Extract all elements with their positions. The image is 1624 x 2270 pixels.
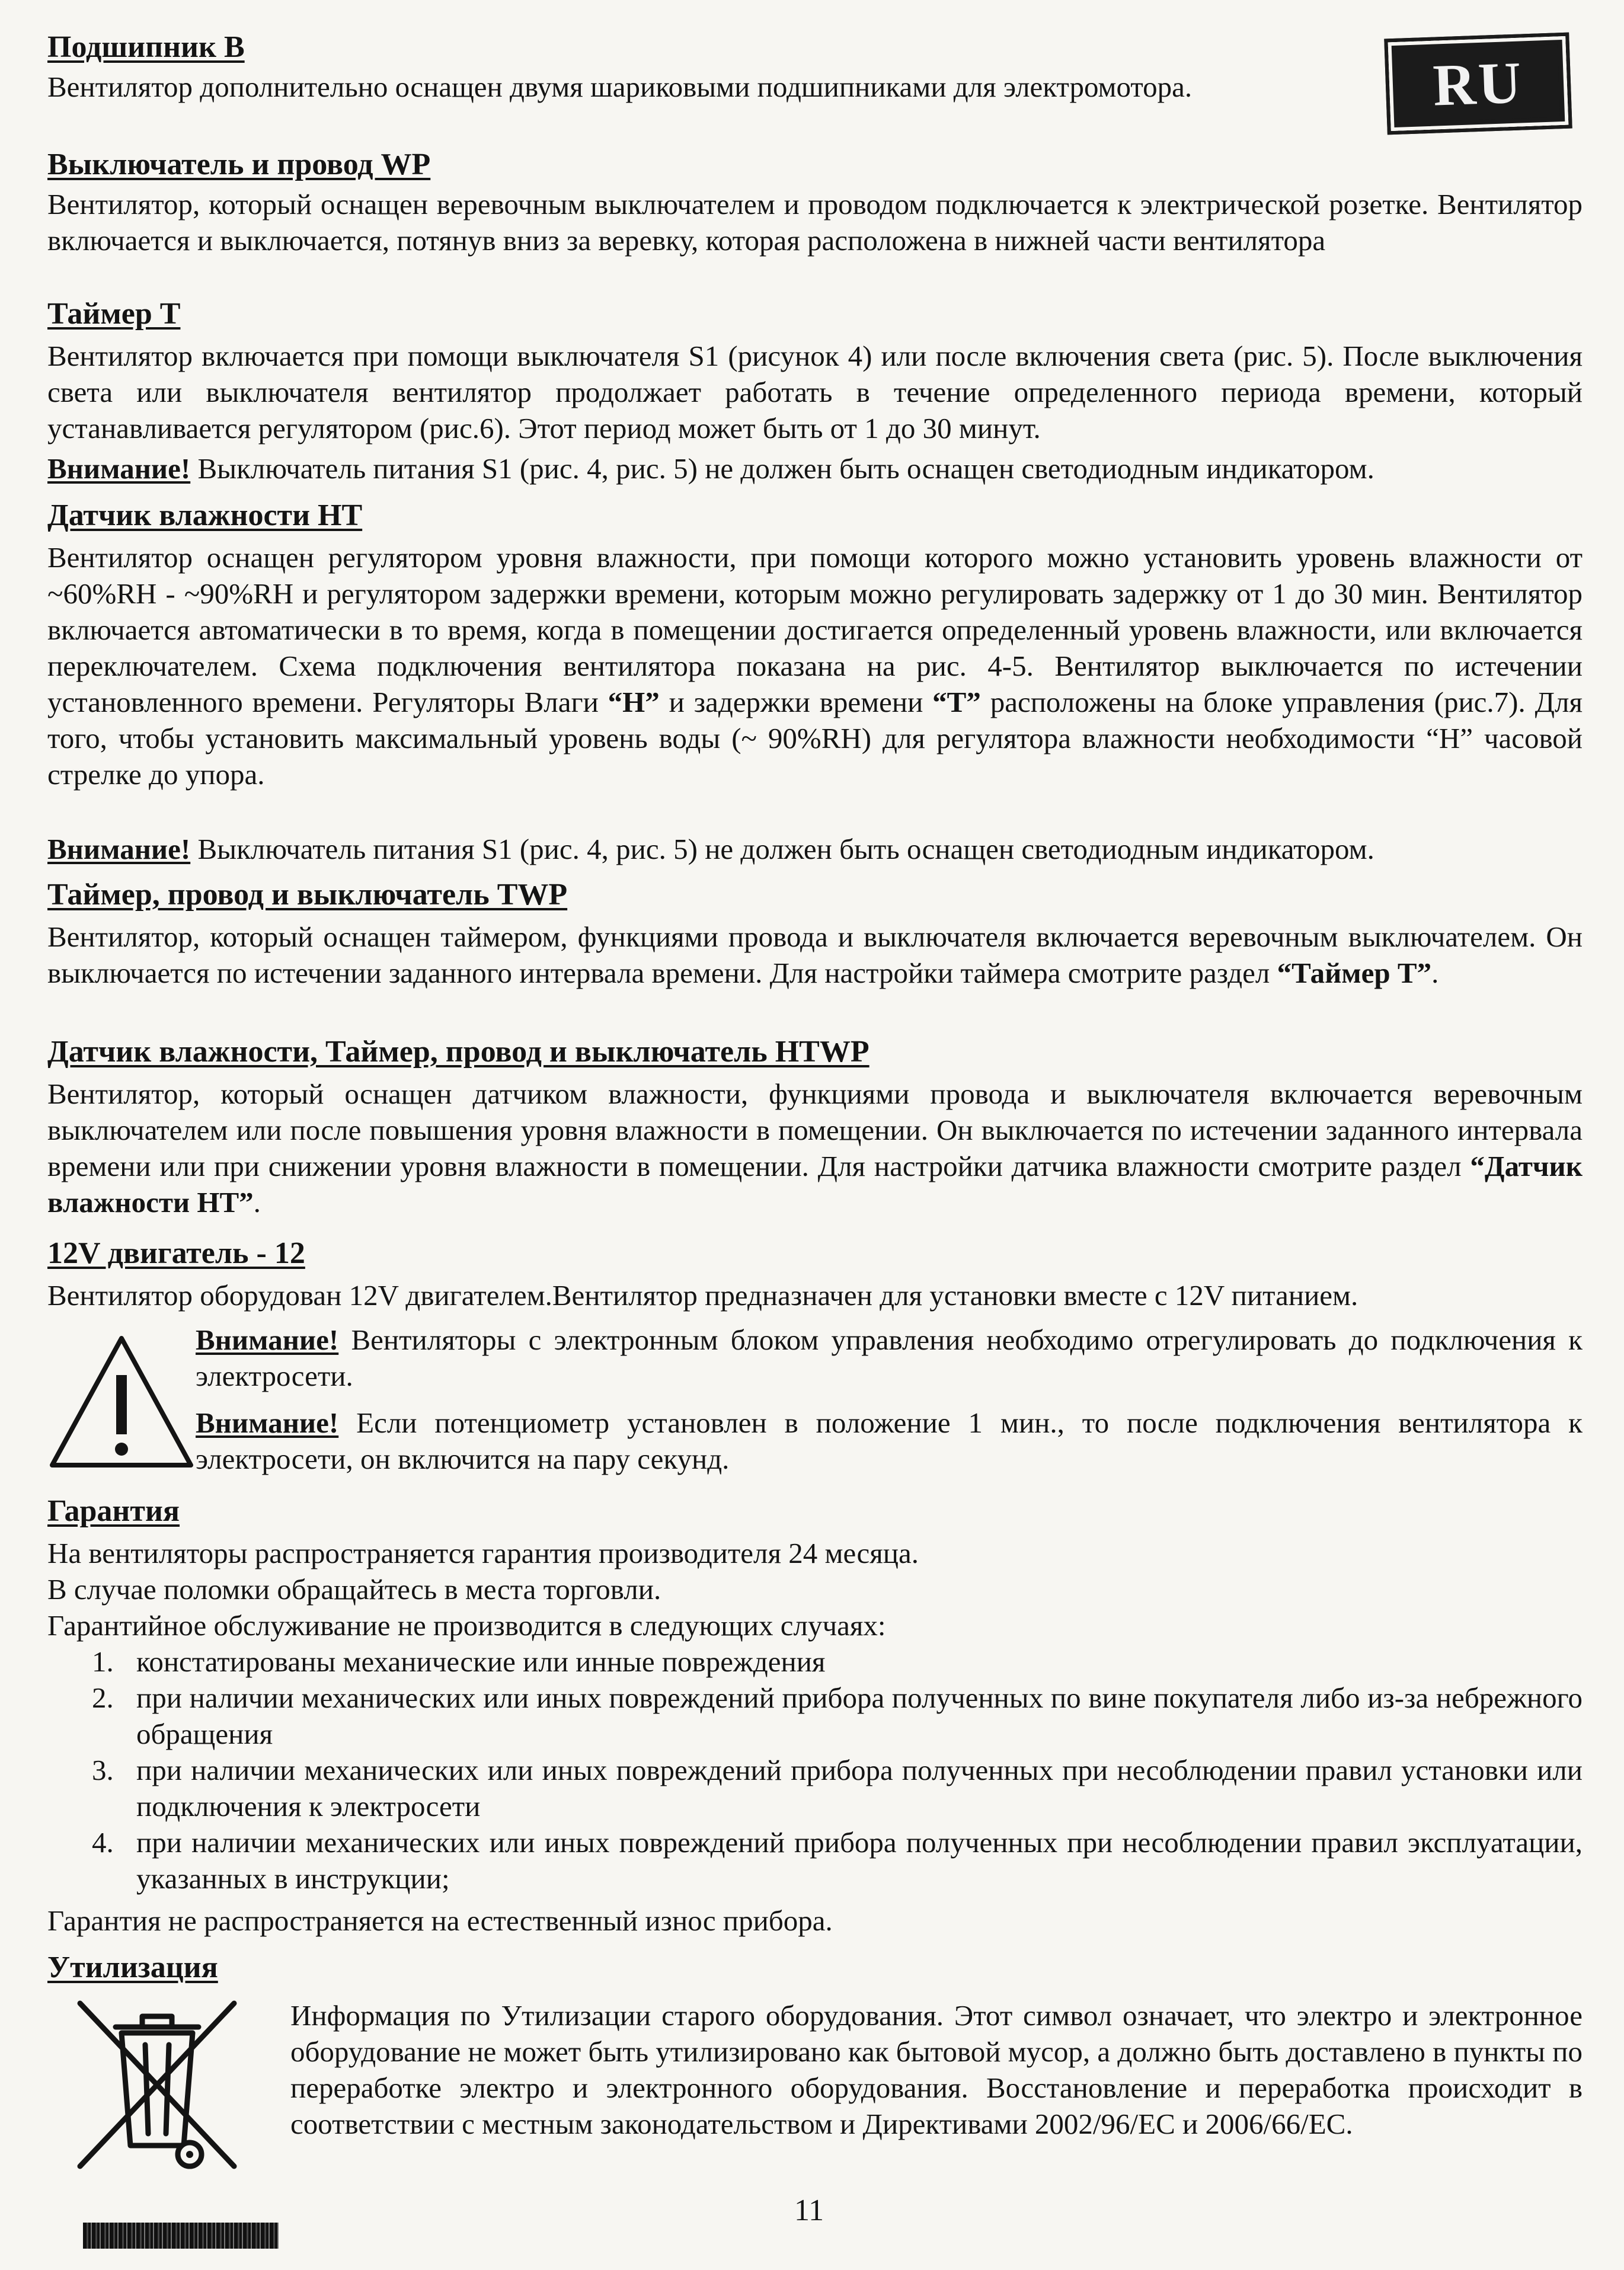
- page-number: 11: [794, 2194, 824, 2227]
- section-title-htwp: Датчик влажности, Таймер, провод и выключатель HTWP: [47, 1035, 869, 1069]
- humidity-text-part: расположены на блоке управления (рис.7). Для того, чтобы установить максимальный уровень воды (~ 90%RH) для регулятора влажности необходимости “H” часовой стрелке до упора.: [47, 686, 1583, 791]
- section-title-bearing: Подшипник B: [47, 30, 245, 64]
- warranty-exclusions-list: [47, 1644, 1583, 1897]
- section-text-disposal: Информация по Утилизации старого оборудования. Этот символ означает, что электро и электронное оборудование не может быть утилизировано как бытовой мусор, а должно быть доставлено в пункты по переработке электро и электронного оборудования. Восстановление и переработка происходит в соответствии с местным законодательством и Директивами 2002/96/ЕС и 2006/66/ЕС.: [290, 1999, 1583, 2140]
- warranty-footer: Гарантия не распространяется на естественный износ прибора.: [47, 1904, 833, 1937]
- crossed-out-wheelie-bin-icon: [59, 1986, 255, 2181]
- twp-ref: “Таймер T”: [1277, 957, 1432, 989]
- list-item-text: при наличии механических или иных повреждений прибора полученных по вине покупателя либо из-за небрежного обращения: [136, 1681, 1583, 1750]
- section-title-timer: Таймер T: [47, 297, 181, 331]
- warning-label: Внимание!: [196, 1323, 339, 1356]
- htwp-ref: “Датчик влажности HT”: [47, 1150, 1583, 1219]
- warning-label: Внимание!: [196, 1406, 339, 1439]
- warning-text: Вентиляторы с электронным блоком управления необходимо отрегулировать до подключения к электросети.: [196, 1323, 1583, 1392]
- list-item-text: при наличии механических или иных повреждений прибора полученных при несоблюдении правил установки или подключения к электросети: [136, 1754, 1583, 1823]
- manual-page: [47, 30, 1583, 2246]
- section-title-humidity: Датчик влажности HT: [47, 498, 363, 532]
- section-text-bearing: Вентилятор дополнительно оснащен двумя шариковыми подшипниками для электромотора.: [47, 71, 1193, 103]
- list-item: [47, 1644, 1583, 1680]
- warranty-line-2: В случае поломки обращайтесь в места торговли.: [47, 1573, 661, 1606]
- list-item-number: 3.: [92, 1754, 114, 1786]
- section-text-htwp: [47, 1076, 1583, 1220]
- section-text-twp: [47, 919, 1583, 991]
- humidity-t-mark: “T”: [932, 686, 981, 718]
- warning-text: Выключатель питания S1 (рис. 4, рис. 5) не должен быть оснащен светодиодным индикатором.: [190, 833, 1374, 865]
- warning-label: Внимание!: [47, 833, 191, 865]
- list-item-number: 4.: [92, 1826, 114, 1859]
- warning-line-timer: [47, 450, 1583, 487]
- language-badge: RU: [1384, 33, 1572, 135]
- warning-text: Выключатель питания S1 (рис. 4, рис. 5) не должен быть оснащен светодиодным индикатором.: [190, 452, 1374, 485]
- warning-text: Если потенциометр установлен в положение 1 мин., то после подключения вентилятора к электросети, он включится на пару секунд.: [196, 1406, 1583, 1475]
- htwp-text: Вентилятор, который оснащен датчиком влажности, функциями провода и выключателя включается веревочным выключателем или после повышения уровня влажности в помещении. Он выключается по истечении заданного интервала времени или при снижении уровня влажности в помещении. Для настройки датчика влажности смотрите раздел: [47, 1078, 1583, 1182]
- warranty-line-3: Гарантийное обслуживание не производится в следующих случаях:: [47, 1609, 886, 1642]
- htwp-end: .: [253, 1186, 261, 1219]
- section-title-disposal: Утилизация: [47, 1951, 218, 1984]
- warning-block-12v-1: [196, 1322, 1583, 1394]
- twp-text: Вентилятор, который оснащен таймером, функциями провода и выключателя включается веревочным выключателем. Он выключается по истечении заданного интервала времени. Для настройки таймера смотрите раздел: [47, 920, 1583, 989]
- list-item-text: при наличии механических или иных повреждений прибора полученных при несоблюдении правил эксплуатации, указанных в инструкции;: [136, 1826, 1583, 1895]
- section-title-wp: Выключатель и провод WP: [47, 148, 431, 181]
- warning-line-humidity: [47, 831, 1583, 867]
- section-text-humidity: [47, 539, 1583, 792]
- section-title-12v: 12V двигатель - 12: [47, 1236, 305, 1270]
- twp-end: .: [1431, 957, 1439, 989]
- list-item: [47, 1824, 1583, 1897]
- list-item: [47, 1680, 1583, 1752]
- warning-triangle-icon: [47, 1334, 196, 1470]
- humidity-text-part: и задержки времени: [659, 686, 933, 718]
- list-item-number: 1.: [92, 1645, 114, 1678]
- list-item-text: констатированы механические или инные повреждения: [136, 1645, 826, 1678]
- humidity-h-mark: “H”: [608, 686, 660, 718]
- section-text-wp: Вентилятор, который оснащен веревочным выключателем и проводом подключается к электрической розетке. Вентилятор включается и выключается, потянув вниз за веревку, которая расположена в нижней части вентилятора: [47, 188, 1583, 257]
- list-item: [47, 1752, 1583, 1824]
- section-title-twp: Таймер, провод и выключатель TWP: [47, 878, 568, 912]
- section-text-timer: Вентилятор включается при помощи выключателя S1 (рисунок 4) или после включения света (рис. 5). После выключения света или выключателя вентилятор продолжает работать в течение определенного периода времени, который устанавливается регулятором (рис.6). Этот период может быть от 1 до 30 минут.: [47, 340, 1583, 445]
- warning-block-12v-2: [196, 1405, 1583, 1477]
- humidity-text-part: Вентилятор оснащен регулятором уровня влажности, при помощи которого можно установить уровень влажности от ~60%RH - ~90%RH и регулятором задержки времени, которым можно регулировать задержку от 1 до 30 мин. Вентилятор включается автоматически в то время, когда в помещении достигается определенный уровень влажности, или включается переключателем. Схема подключения вентилятора показана на рис. 4-5. Вентилятор выключается по истечении установленного времени. Регуляторы Влаги: [47, 541, 1583, 718]
- warning-label: Внимание!: [47, 452, 191, 485]
- warranty-line-1: На вентиляторы распространяется гарантия производителя 24 месяца.: [47, 1537, 919, 1569]
- section-text-12v: Вентилятор оборудован 12V двигателем.Вентилятор предназначен для установки вместе с 12V питанием.: [47, 1279, 1358, 1312]
- list-item-number: 2.: [92, 1681, 114, 1714]
- section-title-warranty: Гарантия: [47, 1494, 180, 1528]
- barcode-strip: [83, 2223, 279, 2249]
